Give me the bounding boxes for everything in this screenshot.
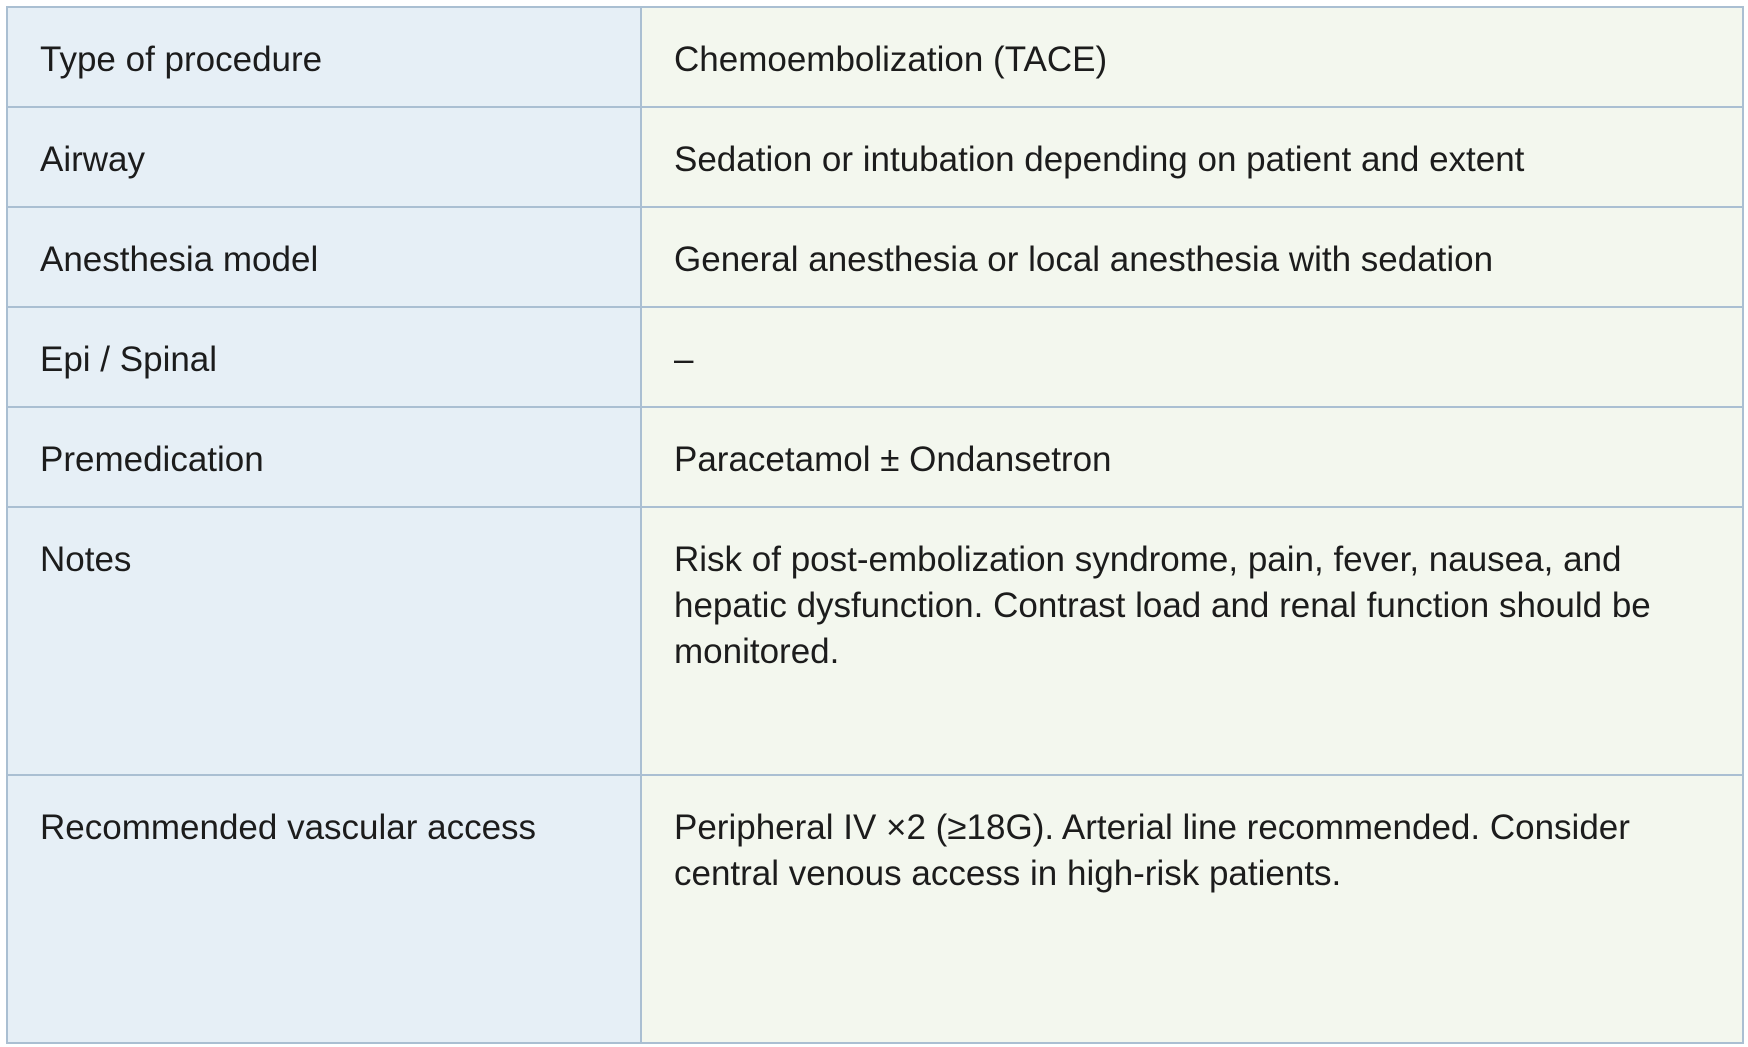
row-label: Anesthesia model xyxy=(7,207,641,307)
row-value: Risk of post-embolization syndrome, pain, fever, nausea, and hepatic dysfunction. Contrast load and renal function should be monitored. xyxy=(641,507,1743,775)
row-value: Peripheral IV ×2 (≥18G). Arterial line recommended. Consider central venous access in high-risk patients. xyxy=(641,775,1743,1043)
row-label: Type of procedure xyxy=(7,7,641,107)
row-label: Notes xyxy=(7,507,641,775)
table-row-vascular-access xyxy=(7,775,1743,1043)
procedure-info-table xyxy=(6,6,1744,1044)
row-label: Recommended vascular access xyxy=(7,775,641,1043)
table-row-notes xyxy=(7,507,1743,775)
table-row-procedure-type xyxy=(7,7,1743,107)
table-row-airway xyxy=(7,107,1743,207)
row-value: – xyxy=(641,307,1743,407)
row-value: Sedation or intubation depending on patient and extent xyxy=(641,107,1743,207)
table-row-premedication xyxy=(7,407,1743,507)
row-value: Paracetamol ± Ondansetron xyxy=(641,407,1743,507)
row-label: Premedication xyxy=(7,407,641,507)
procedure-info-table-container xyxy=(6,6,1742,1044)
row-label: Airway xyxy=(7,107,641,207)
row-value: Chemoembolization (TACE) xyxy=(641,7,1743,107)
row-value: General anesthesia or local anesthesia with sedation xyxy=(641,207,1743,307)
row-label: Epi / Spinal xyxy=(7,307,641,407)
table-row-epi-spinal xyxy=(7,307,1743,407)
table-row-anesthesia-model xyxy=(7,207,1743,307)
